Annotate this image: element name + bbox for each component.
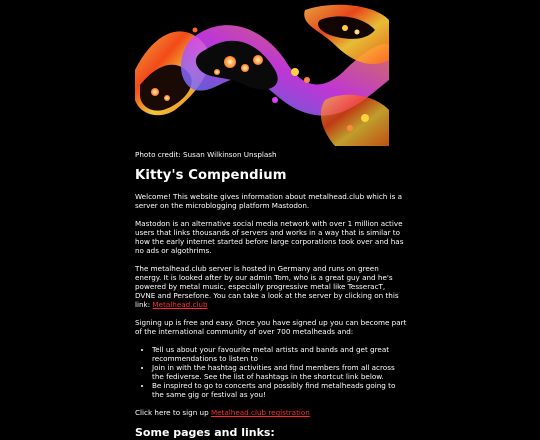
list-item: • Join in with the hashtag activities and find members from all across the fediverse. See the list of hashtags in the shortcut link below.	[152, 363, 407, 381]
hero-image	[135, 0, 389, 146]
main-content	[135, 150, 407, 440]
registration-link[interactable]: Metalhead.club registration	[210, 408, 310, 417]
photo-credit: Photo credit: Susan Wilkinson Unsplash	[135, 150, 277, 159]
mastodon-paragraph: Mastodon is an alternative social media network with over 1 million active users that links thousands of servers and works in a way that is similar to how the early internet started before large corporations took over and has no ads or algothrims.	[135, 219, 404, 255]
list-item: • Be inspired to go to concerts and possibly find metalheads going to the same gig or festival as you!	[152, 381, 407, 399]
intro-paragraph: Welcome! This website gives information about metalhead.club which is a server on the microblogging platform Mastodon.	[135, 192, 403, 210]
list-item: • Tell us about your favourite metal artists and bands and get great recommendations to listen to	[152, 345, 407, 363]
server-paragraph	[135, 264, 407, 309]
metalhead-club-link[interactable]: Metalhead.club	[152, 300, 208, 309]
server-text: The metalhead.club server is hosted in Germany and runs on green energy. It is looked after by our admin Tom, who is a great guy and he's powered by metal music, especially progressive metal like TesseracT, DVNE and Persefone. You can take a look at the server by clicking on this link:	[135, 264, 399, 309]
page-title: Kitty's Compendium	[135, 168, 287, 183]
click-text: Click here to sign up	[135, 408, 211, 417]
section-heading: Some pages and links:	[135, 426, 275, 439]
benefits-list	[135, 345, 407, 399]
signup-paragraph: Signing up is free and easy. Once you have signed up you can become part of the international community of over 700 metalheads and:	[135, 318, 407, 336]
signup-link-paragraph	[135, 408, 407, 417]
